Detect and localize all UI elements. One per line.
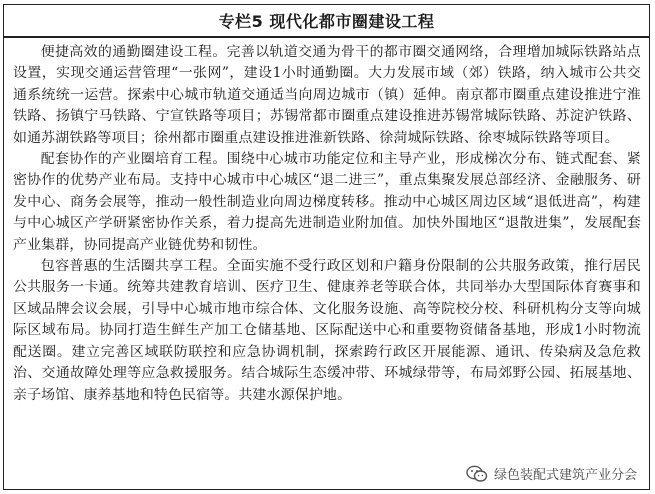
wechat-icon — [466, 465, 488, 483]
paragraph-living: 包容普惠的生活圈共享工程。全面实施不受行政区划和户籍身份限制的公共服务政策，推行居民公共服务一卡通。统筹共建教育培训、医疗卫生、健康养老等联合体，共同举办大型国际体育赛事和区域品牌会议会展，引导中心城市地市综合体、文化服务设施、高等院校分校、科研机构分支等向城际区域布局。协同打造生鲜生产加工仓储基地、区际配送中心和重要物资储备基地，形成1小时物流配送圈。建立完善区域联防联控和应急协调机制，探索跨行政区开展能源、通讯、传染病及急危救治、交通故障处理等应急救援服务。结合城际生态缓冲带、环城绿带等，布局郊野公园、拓展基地、亲子场馆、康养基地和特色民宿等。共建水源保护地。 — [13, 258, 641, 403]
watermark — [462, 463, 641, 484]
paragraph-commute: 便捷高效的通勤圈建设工程。完善以轨道交通为骨干的都市圈交通网络，合理增加城际铁路站点设置，实现交通运营管理“一张网”，建设1小时通勤圈。大力发展市域（郊）铁路，纳入城市公共交通系统统一运营。探索中心城市轨道交通适当向周边城市（镇）延伸。南京都市圈重点建设推进宁淮铁路、扬镇宁马铁路、宁宣铁路等项目；苏锡常都市圈重点建设推进苏锡常城际铁路、苏淀沪铁路、如通苏湖铁路等项目；徐州都市圈重点建设推进淮新铁路、徐菏城际铁路、徐枣城际铁路等项目。 — [13, 44, 641, 146]
feature-box — [3, 4, 650, 490]
box-title: 专栏5 现代化都市圈建设工程 — [4, 5, 649, 38]
paragraph-industry: 配套协作的产业圈培育工程。围绕中心城市功能定位和主导产业，形成梯次分布、链式配套、紧密协作的优势产业布局。支持中心城市中心城区“退二进三”，重点集聚发展总部经济、金融服务、研发中心、商务会展等，推动一般性制造业向周边梯度转移。推动中心城区周边区域“退低进高”，构建与中心城区产学研紧密协作关系，着力提高先进制造业附加值。加快外围地区“退散进集”，发展配套产业集群，协同提高产业链优势和韧性。 — [13, 151, 641, 253]
watermark-text: 绿色装配式建筑产业分会 — [493, 468, 637, 483]
box-content — [4, 38, 649, 406]
